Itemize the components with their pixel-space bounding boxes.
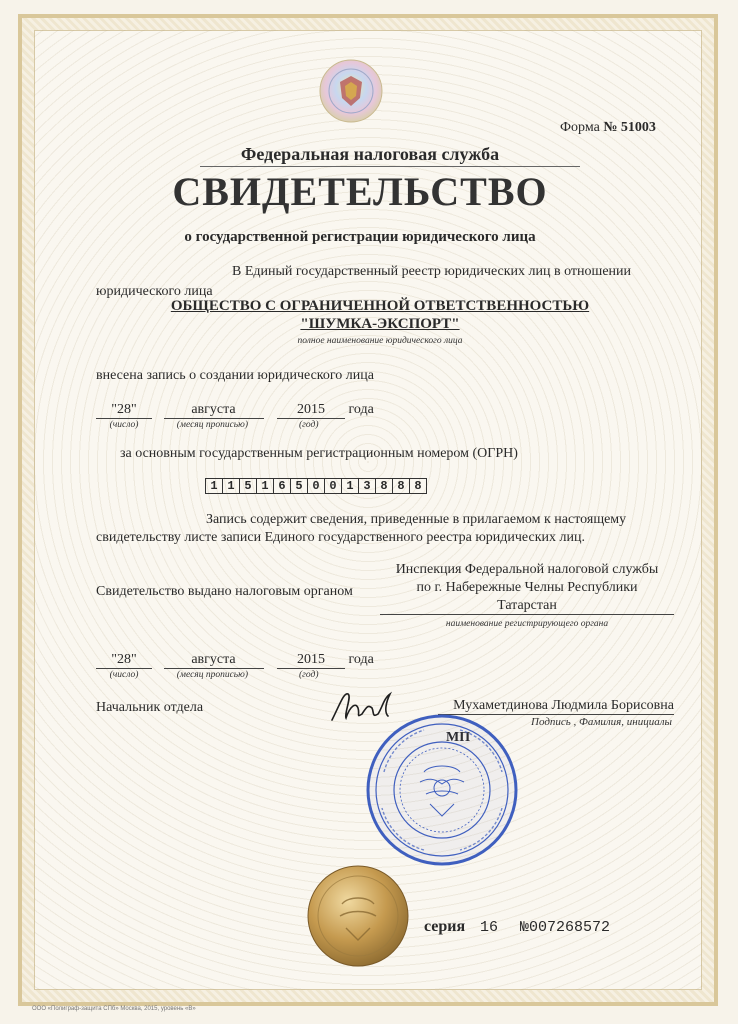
ogrn-digit: 0 <box>324 478 342 494</box>
ogrn-digit: 0 <box>307 478 325 494</box>
form-number <box>560 120 656 136</box>
document-title: СВИДЕТЕЛЬСТВО <box>172 169 548 214</box>
entity-name-text-2: "ШУМКА-ЭКСПОРТ" <box>300 316 460 332</box>
ogrn-digit: 1 <box>256 478 274 494</box>
official-stamp-icon <box>364 712 520 868</box>
gold-seal-icon <box>306 864 410 968</box>
ogrn-label: за основным государственным регистрационным номером (ОГРН) <box>120 446 518 461</box>
date-month: августа <box>164 402 264 419</box>
date2-year-suffix: года <box>348 652 374 667</box>
date-captions <box>96 420 343 430</box>
caption2-month: (месяц прописью) <box>176 670 248 680</box>
ogrn-digit: 1 <box>205 478 223 494</box>
intro-line-2: юридического лица <box>96 284 213 299</box>
date2-captions <box>96 670 343 680</box>
date-year-suffix: года <box>348 402 374 417</box>
ogrn-digit: 8 <box>375 478 393 494</box>
date-year: 2015 <box>277 402 345 419</box>
agency-underline <box>200 166 580 167</box>
record-text: внесена запись о создании юридического лица <box>96 368 374 383</box>
ogrn-digit: 3 <box>358 478 376 494</box>
entity-name-text-1: ОБЩЕСТВО С ОГРАНИЧЕННОЙ ОТВЕТСТВЕННОСТЬЮ <box>170 298 590 314</box>
series-value: 16 <box>480 919 499 936</box>
entity-name-line-2 <box>150 316 610 333</box>
date-day: "28" <box>96 402 152 419</box>
record-contains-line-2: свидетельству листе записи Единого государственного реестра юридических лиц. <box>96 530 585 545</box>
caption2-year: (год) <box>299 670 319 680</box>
ogrn-digit: 8 <box>392 478 410 494</box>
ogrn-digit: 1 <box>341 478 359 494</box>
entity-name-line-1 <box>150 298 610 315</box>
serial-number: №007268572 <box>520 919 611 936</box>
printer-footer: ООО «Полиграф-защита СПб» Москва, 2015, уровень «В» <box>32 1006 196 1012</box>
caption-month: (месяц прописью) <box>176 420 248 430</box>
ogrn-digit: 1 <box>222 478 240 494</box>
series-label: серия <box>424 918 466 935</box>
ogrn-digit: 6 <box>273 478 291 494</box>
position-title: Начальник отдела <box>96 700 204 715</box>
registration-date <box>96 402 374 419</box>
ogrn-digit: 8 <box>409 478 427 494</box>
document-subtitle: о государственной регистрации юридического лица <box>184 229 536 245</box>
agency-name: Федеральная налоговая служба <box>240 144 500 164</box>
ogrn-number <box>206 476 427 494</box>
date2-year: 2015 <box>277 652 345 669</box>
ogrn-digit: 5 <box>239 478 257 494</box>
caption2-day: (число) <box>109 670 139 680</box>
record-contains-line-1: Запись содержит сведения, приведенные в прилагаемом к настоящему <box>206 512 627 527</box>
issuer-line-2: по г. Набережные Челны Республики <box>416 580 638 595</box>
ogrn-digit: 5 <box>290 478 308 494</box>
date2-month: августа <box>164 652 264 669</box>
issue-date <box>96 652 374 669</box>
official-name: Мухаметдинова Людмила Борисовна <box>438 698 674 715</box>
hologram-emblem-icon <box>318 58 384 124</box>
date2-day: "28" <box>96 652 152 669</box>
issuer-line-1: Инспекция Федеральной налоговой службы <box>395 562 659 577</box>
issuer-caption: наименование регистрирующего органа <box>445 619 609 629</box>
signature-caption: Подпись , Фамилия, инициалы <box>531 716 672 728</box>
entity-caption: полное наименование юридического лица <box>297 336 463 346</box>
issued-by-label: Свидетельство выдано налоговым органом <box>96 584 353 599</box>
intro-line-1: В Единый государственный реестр юридических лиц в отношении <box>232 264 632 279</box>
issuer-line-3: Татарстан <box>380 598 674 615</box>
form-number-value: № 51003 <box>603 120 656 135</box>
caption-year: (год) <box>299 420 319 430</box>
form-label: Форма <box>560 120 600 135</box>
caption-day: (число) <box>109 420 139 430</box>
